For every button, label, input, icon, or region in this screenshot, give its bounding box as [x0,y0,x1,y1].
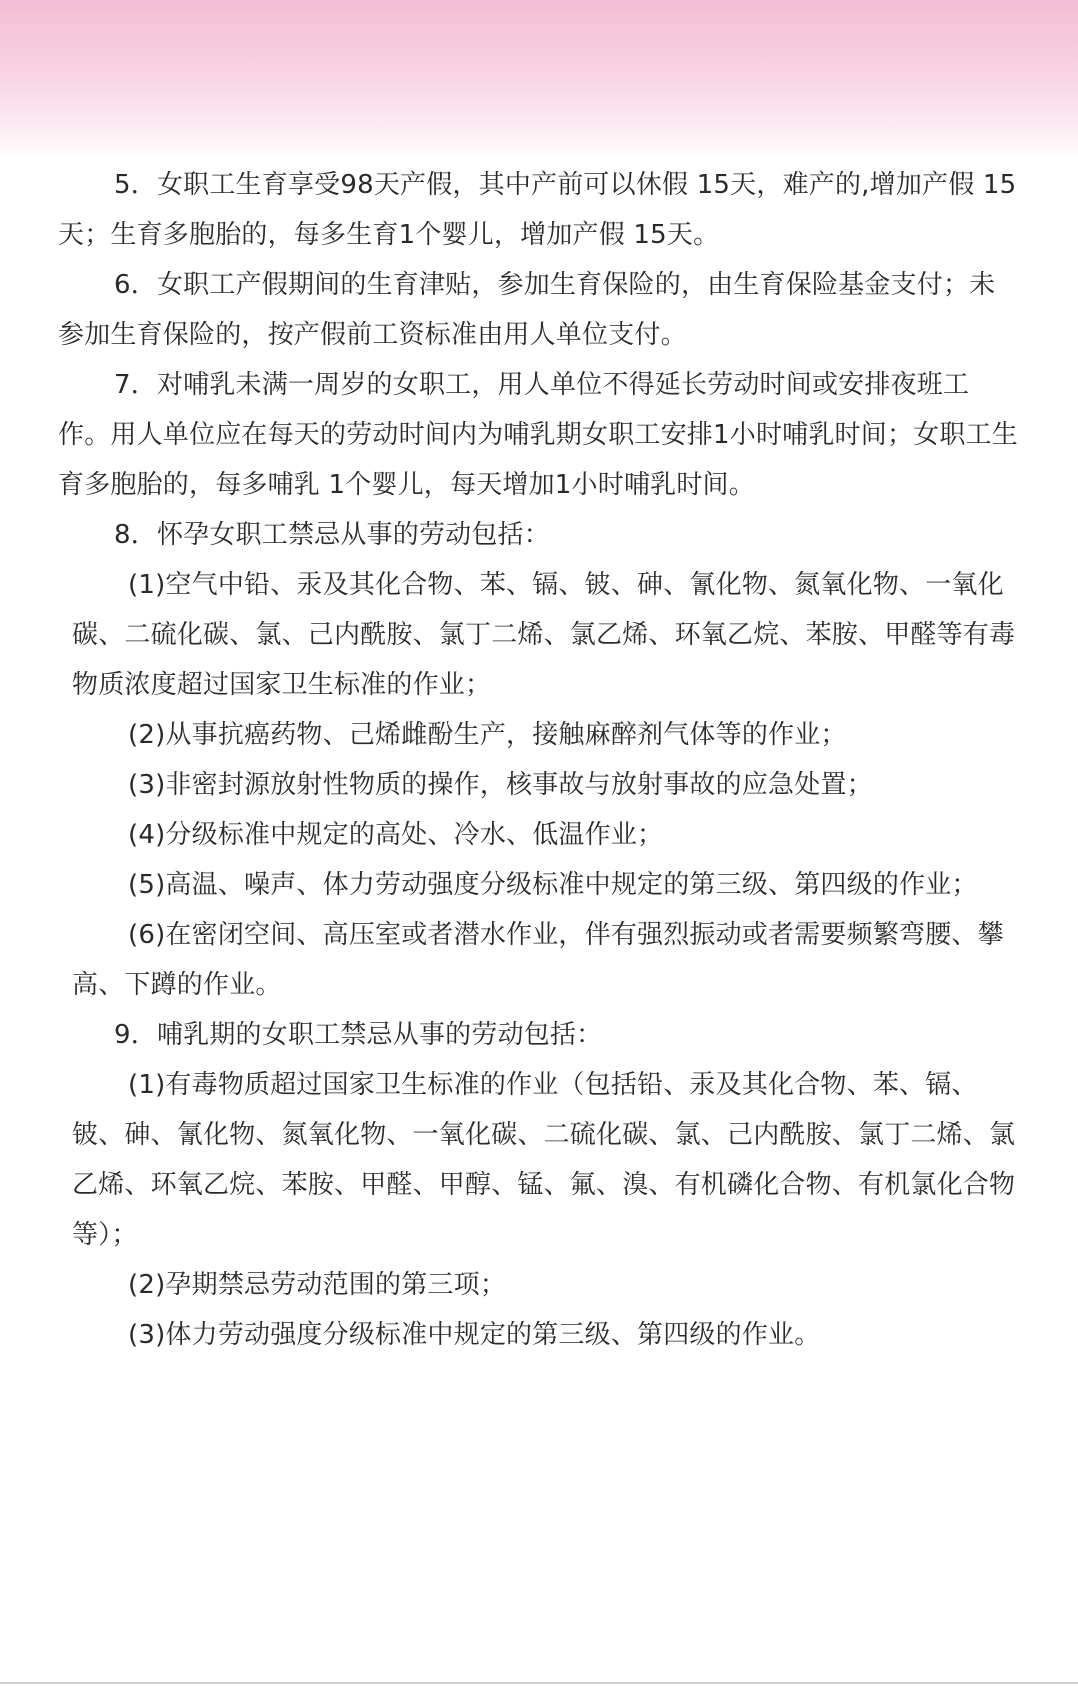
pregnancy-sub-item-1: (1)空气中铅、汞及其化合物、苯、镉、铍、砷、氰化物、氮氧化物、一氧化碳、二硫化碳、氯、己内酰胺、氯丁二烯、氯乙烯、环氧乙烷、苯胺、甲醛等有毒物质浓度超过国家卫生标准的作业； [72,570,1016,700]
pregnancy-sub-item-4: (4)分级标准中规定的高处、冷水、低温作业； [128,820,664,850]
lactation-sub-item-1: (1)有毒物质超过国家卫生标准的作业（包括铅、汞及其化合物、苯、镉、铍、砷、氰化物、氮氧化物、一氧化碳、二硫化碳、氯、己内酰胺、氯丁二烯、氯乙烯、环氧乙烷、苯胺、甲醛、甲醇、锰、氟、溴、有机磷化合物、有机氯化合物等）； [72,1070,1016,1250]
pregnancy-sub-item-3: (3)非密封源放射性物质的操作，核事故与放射事故的应急处置； [128,770,873,800]
paragraph-item-6: 6．女职工产假期间的生育津贴，参加生育保险的，由生育保险基金支付；未参加生育保险的，按产假前工资标准由用人单位支付。 [58,270,996,350]
lactation-sub-item-3: (3)体力劳动强度分级标准中规定的第三级、第四级的作业。 [128,1320,821,1350]
paragraph-item-5: 5．女职工生育享受98天产假，其中产前可以休假 15天，难产的,增加产假 15天；生育多胞胎的，每多生育1个婴儿，增加产假 15天。 [58,170,1017,250]
pregnancy-sub-item-5: (5)高温、噪声、体力劳动强度分级标准中规定的第三级、第四级的作业； [128,870,978,900]
page-bottom-rule [0,1682,1078,1684]
header-gradient-band [0,0,1078,160]
lactation-sub-item-2: (2)孕期禁忌劳动范围的第三项； [128,1270,507,1300]
document-body [58,160,1018,1360]
paragraph-item-8: 8．怀孕女职工禁忌从事的劳动包括： [114,520,550,550]
pregnancy-sub-item-2: (2)从事抗癌药物、己烯雌酚生产，接触麻醉剂气体等的作业； [128,720,847,750]
pregnancy-sub-item-6: (6)在密闭空间、高压室或者潜水作业，伴有强烈振动或者需要频繁弯腰、攀高、下蹲的作业。 [72,920,1004,1000]
paragraph-item-9: 9．哺乳期的女职工禁忌从事的劳动包括： [114,1020,603,1050]
paragraph-item-7: 7．对哺乳未满一周岁的女职工，用人单位不得延长劳动时间或安排夜班工作。用人单位应在每天的劳动时间内为哺乳期女职工安排1小时哺乳时间；女职工生育多胞胎的，每多哺乳 1个婴儿，每天增加1小时哺乳时间。 [58,370,1018,500]
